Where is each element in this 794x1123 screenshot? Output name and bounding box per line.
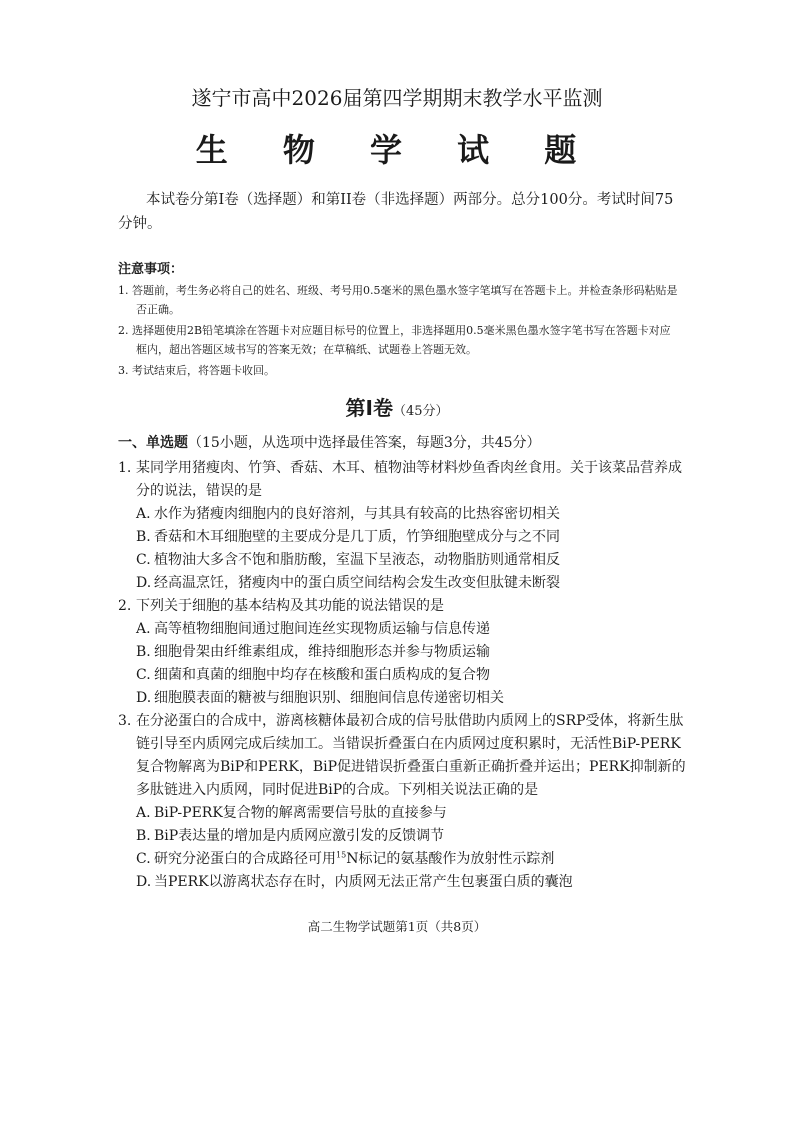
- option-text: 细菌和真菌的细胞中均存在核酸和蛋白质构成的复合物: [154, 667, 490, 683]
- section-heading: [118, 432, 688, 455]
- question-stem: [118, 710, 688, 802]
- question-text: 下列关于细胞的基本结构及其功能的说法错误的是: [136, 598, 444, 614]
- page-footer: 高二生物学试题第1页（共8页）: [307, 919, 487, 934]
- option-text: 植物油大多含不饱和脂肪酸，室温下呈液态，动物脂肪则通常相反: [154, 552, 560, 568]
- option: [118, 618, 688, 641]
- isotope-superscript: 15: [336, 850, 347, 860]
- option-letter: B.: [136, 644, 151, 660]
- notice-list: [118, 282, 678, 384]
- option-text: 当PERK以游离状态存在时，内质网无法正常产生包裹蛋白质的囊泡: [154, 874, 573, 890]
- option-letter: A.: [136, 506, 151, 522]
- option-text: 高等植物细胞间通过胞间连丝实现物质运输与信息传递: [154, 621, 490, 637]
- notice-item: 3. 考试结束后，将答题卡收回。: [118, 364, 275, 377]
- option: [118, 526, 688, 549]
- option-letter: C.: [136, 667, 151, 683]
- option: [118, 802, 688, 825]
- option-letter: B.: [136, 828, 151, 844]
- option: [118, 572, 688, 595]
- option-text-before: 研究分泌蛋白的合成路径可用: [154, 851, 336, 867]
- question: [118, 457, 688, 595]
- question-number: 1.: [118, 460, 132, 476]
- question-text: 某同学用猪瘦肉、竹笋、香菇、木耳、植物油等材料炒鱼香肉丝食用。关于该菜品营养成分的说法，错误的是: [136, 460, 682, 499]
- option: [118, 503, 688, 526]
- option-text: 细胞膜表面的糖被与细胞识别、细胞间信息传递密切相关: [154, 690, 504, 706]
- option-letter: A.: [136, 805, 151, 821]
- option-letter: A.: [136, 621, 151, 637]
- intro-paragraph: 本试卷分第Ⅰ卷（选择题）和第II卷（非选择题）两部分。总分100分。考试时间75分钟。: [118, 192, 674, 232]
- option-letter: B.: [136, 529, 151, 545]
- option-letter: D.: [136, 874, 152, 890]
- option-text-after: N标记的氨基酸作为放射性示踪剂: [346, 851, 555, 867]
- part-score: （45分）: [392, 404, 449, 419]
- question-stem: [118, 457, 688, 503]
- option-letter: C.: [136, 851, 151, 867]
- notice-item: 1. 答题前，考生务必将自己的姓名、班级、考号用0.5毫米的黑色墨水签字笔填写在答题卡上。并检查条形码粘贴是否正确。: [118, 284, 678, 316]
- option-text: 香菇和木耳细胞壁的主要成分是几丁质，竹笋细胞壁成分与之不同: [154, 529, 560, 545]
- part-heading: [0, 392, 794, 421]
- option-letter: D.: [136, 575, 152, 591]
- section-desc: （15小题，从选项中选择最佳答案，每题3分，共45分）: [188, 435, 541, 451]
- option: [118, 687, 688, 710]
- option: [118, 848, 688, 871]
- notice-item: 2. 选择题使用2B铅笔填涂在答题卡对应题目标号的位置上，非选择题用0.5毫米黑色墨水签字笔书写在答题卡对应框内，超出答题区域书写的答案无效；在草稿纸、试题卷上答题无效。: [118, 324, 671, 356]
- subject-title: 生 物 学 试 题: [195, 131, 599, 169]
- question-section: [118, 432, 688, 894]
- notice-title: 注意事项：: [118, 262, 184, 277]
- option: [118, 664, 688, 687]
- question: [118, 710, 688, 894]
- option-letter: C.: [136, 552, 151, 568]
- question-number: 3.: [118, 713, 132, 729]
- option: [118, 871, 688, 894]
- option-text: BiP表达量的增加是内质网应激引发的反馈调节: [154, 828, 445, 844]
- question-number: 2.: [118, 598, 132, 614]
- option: [118, 549, 688, 572]
- option: [118, 641, 688, 664]
- question: [118, 595, 688, 710]
- section-label: 一、单选题: [118, 435, 188, 451]
- option-text: 细胞骨架由纤维素组成，维持细胞形态并参与物质运输: [154, 644, 490, 660]
- part-title: 第Ⅰ卷: [345, 396, 393, 420]
- question-text: 在分泌蛋白的合成中，游离核糖体最初合成的信号肽借助内质网上的SRP受体，将新生肽链引导至内质网完成后续加工。当错误折叠蛋白在内质网过度积累时，无活性BiP-PERK复合物解离为BiP和PERK，BiP促进错误折叠蛋白重新正确折叠并运出；PERK抑制新的多肽链进入内质网，同时促进BiP的合成。下列相关说法正确的是: [136, 713, 686, 798]
- option-text: BiP-PERK复合物的解离需要信号肽的直接参与: [154, 805, 447, 821]
- option: [118, 825, 688, 848]
- exam-name: 遂宁市高中2026届第四学期期末教学水平监测: [191, 86, 603, 110]
- option-text: 水作为猪瘦肉细胞内的良好溶剂，与其具有较高的比热容密切相关: [154, 506, 560, 522]
- option-text: 经高温烹饪，猪瘦肉中的蛋白质空间结构会发生改变但肽键未断裂: [154, 575, 560, 591]
- question-stem: [118, 595, 688, 618]
- option-letter: D.: [136, 690, 152, 706]
